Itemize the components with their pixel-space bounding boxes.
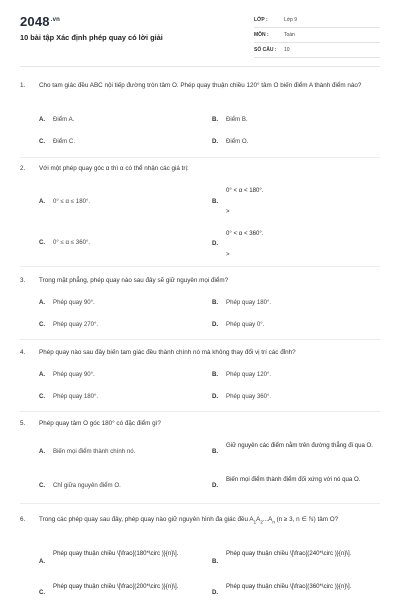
question-number: 2. [20, 165, 26, 172]
option-text: Phép quay 120°. [226, 371, 272, 378]
option-text: Điểm A. [53, 116, 75, 123]
site-logo[interactable] [20, 14, 60, 29]
logo-text: 2048 [20, 14, 50, 29]
option-text: Phép quay 180°. [53, 393, 99, 400]
option-label: A. [39, 558, 46, 565]
header-divider [20, 66, 380, 67]
question-text: Trong mặt phẳng, phép quay nào sau đây sẽ giữ nguyên mọi điểm? [39, 277, 229, 284]
option-text: 0° ≤ α ≤ 360°. [53, 239, 91, 246]
meta-row-count [254, 44, 380, 58]
option-text: Phép quay thuận chiều \[\frac{(360*\circ )}{n}\]. [226, 583, 352, 590]
option-text: 0° < α < 360°. [226, 230, 264, 237]
question-text-part: Trong các phép quay sau đây, phép quay nào giữ nguyên hình đa giác đều A [39, 516, 254, 523]
option-label: C. [39, 482, 46, 489]
option-label: B. [212, 116, 219, 123]
subscript: 2 [260, 519, 263, 525]
question-text: Phép quay nào sau đây biến tam giác đều thành chính nó mà không thay đổi vị trí các đỉnh? [39, 349, 296, 356]
question-divider [20, 157, 380, 158]
option-extra: > [226, 208, 230, 215]
option-text: Phép quay 180°. [226, 299, 272, 306]
option-b-text [226, 441, 376, 451]
question-text [39, 515, 377, 527]
option-text: Biến mọi điểm thành chính nó. [53, 448, 136, 455]
question-divider [20, 503, 380, 504]
option-label: C. [39, 321, 46, 328]
option-text: Phép quay 270°. [53, 321, 99, 328]
logo-suffix: .vn [50, 16, 61, 23]
option-b-extra [226, 207, 230, 217]
option-text: Phép quay thuận chiều \[\frac{(180*\circ )}{n}\]. [53, 550, 179, 557]
meta-key: MÔN : [254, 32, 269, 38]
option-text: Phép quay 90°. [53, 299, 95, 306]
question-text: Cho tam giác đều ABC nội tiếp đường tròn tâm O. Phép quay thuận chiều 120° tâm O biến điểm A thành điểm nào? [39, 82, 362, 89]
option-text: Giữ nguyên các điểm nằm trên đường thẳng đi qua O. [226, 442, 373, 449]
subscript: 1 [253, 519, 257, 525]
question-divider [20, 411, 380, 412]
option-text: Chỉ giữa nguyên điểm O. [53, 482, 121, 489]
option-label: D. [212, 482, 219, 489]
option-label: B. [212, 558, 219, 565]
option-label: C. [39, 138, 46, 145]
option-label: A. [39, 371, 46, 378]
option-text: Phép quay 360°. [226, 393, 272, 400]
question-text-part: (n ≥ 3, n ∈ ℕ) tâm O? [274, 516, 339, 523]
option-label: D. [212, 393, 219, 400]
option-a-text [53, 549, 203, 559]
option-text: Biến mọi điểm thành điểm đối xứng với nó qua O. [226, 476, 361, 483]
option-label: C. [39, 589, 46, 596]
meta-value: 10 [284, 47, 290, 53]
option-text: Điểm B. [226, 116, 248, 123]
meta-row-subject [254, 29, 380, 43]
meta-key: SỐ CÂU : [254, 47, 277, 53]
option-d-text [226, 582, 376, 592]
option-label: D. [212, 321, 219, 328]
option-text: Điểm O. [226, 138, 249, 145]
option-d-extra [226, 250, 230, 260]
subscript: n [272, 519, 275, 525]
option-label: B. [212, 448, 219, 455]
question-divider [20, 266, 380, 267]
option-text: Phép quay 0°. [226, 321, 265, 328]
option-label: C. [39, 393, 46, 400]
meta-row-class [254, 14, 380, 28]
option-text: Điểm C. [53, 138, 76, 145]
question-text-part: ...A [262, 516, 273, 523]
meta-value: Lớp 9 [284, 17, 298, 23]
option-text: Phép quay 90°. [53, 371, 95, 378]
question-number: 1. [20, 82, 26, 89]
question-text-part: A [256, 516, 261, 523]
question-number: 4. [20, 349, 26, 356]
option-label: A. [39, 198, 46, 205]
option-text: 0° < α < 180°. [226, 187, 264, 194]
option-label: A. [39, 299, 46, 306]
question-number: 3. [20, 277, 26, 284]
option-b-text [226, 549, 376, 559]
page-title: 10 bài tập Xác định phép quay có lời giải [20, 33, 163, 42]
option-c-text [53, 582, 203, 592]
option-label: A. [39, 448, 46, 455]
option-text: 0° ≤ α ≤ 180°. [53, 198, 91, 205]
question-divider [20, 339, 380, 340]
option-label: D. [212, 589, 219, 596]
option-extra: > [226, 251, 230, 258]
meta-key: LỚP : [254, 17, 268, 23]
option-d-text [226, 229, 264, 239]
option-label: D. [212, 240, 219, 247]
option-label: B. [212, 371, 219, 378]
question-text: Với một phép quay góc α thì α có thể nhận các giá trị: [39, 165, 189, 172]
option-label: A. [39, 116, 46, 123]
meta-value: Toán [284, 32, 295, 38]
option-label: B. [212, 198, 219, 205]
option-label: D. [212, 138, 219, 145]
question-text: Phép quay tâm O góc 180° có đặc điểm gì? [39, 420, 161, 427]
page-header [0, 0, 400, 66]
option-text: Phép quay thuận chiều \[\frac{(200*\circ )}{n}\]. [53, 583, 179, 590]
option-label: B. [212, 299, 219, 306]
question-number: 6. [20, 516, 26, 523]
option-b-text [226, 186, 264, 196]
option-d-text [226, 475, 381, 485]
option-text: Phép quay thuận chiều \[\frac{(240*\circ )}{n}\]. [226, 550, 352, 557]
option-label: C. [39, 239, 46, 246]
question-number: 5. [20, 420, 26, 427]
